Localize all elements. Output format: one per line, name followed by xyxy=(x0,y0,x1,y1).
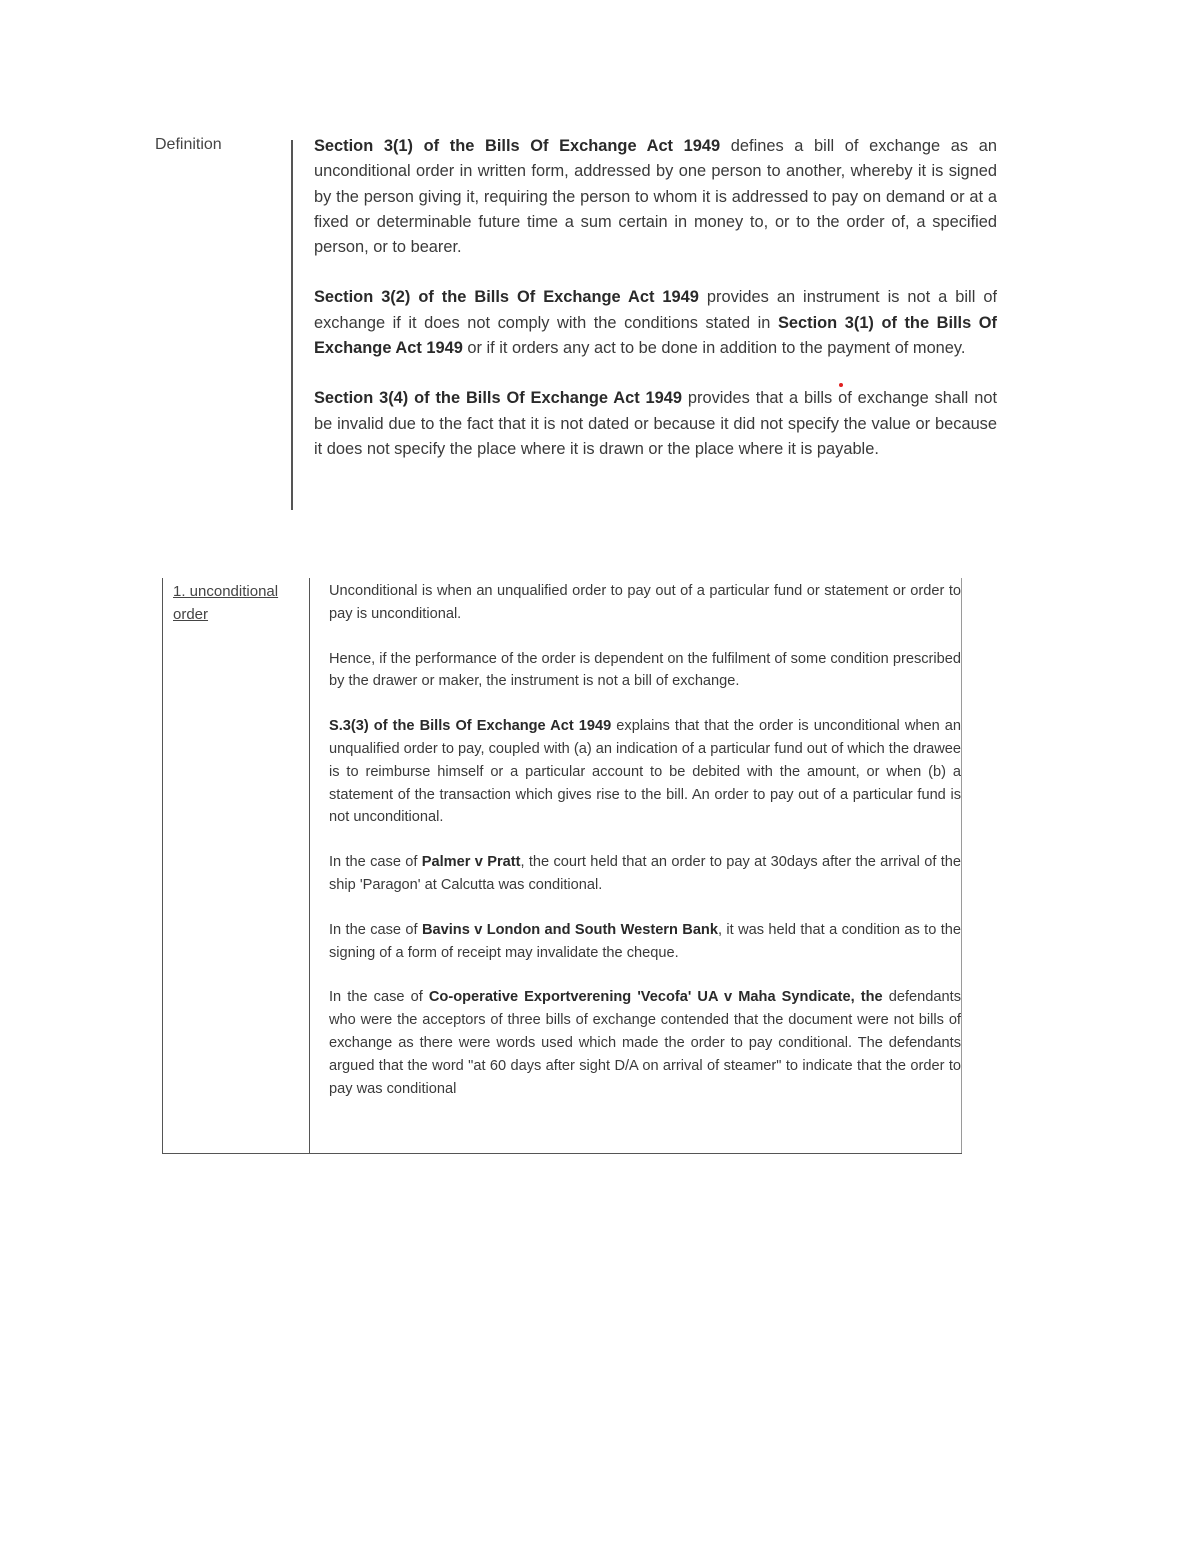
table-row-label xyxy=(173,580,307,626)
bold-citation: Palmer v Pratt xyxy=(421,854,521,871)
definition-body xyxy=(314,134,997,512)
unconditional-order-table xyxy=(162,578,962,1154)
table-right-border xyxy=(961,578,962,1153)
definition-vertical-rule xyxy=(291,140,293,510)
bold-citation: Bavins v London and South Western Bank xyxy=(421,921,718,938)
body-text: In the case of xyxy=(329,854,422,871)
definition-paragraph xyxy=(314,285,997,361)
definition-paragraph xyxy=(314,134,997,260)
red-mark xyxy=(839,383,843,387)
body-text: or if it orders any act to be done in addition to the payment of money. xyxy=(462,339,966,358)
table-paragraph xyxy=(329,580,961,626)
bold-citation: Section 3(1) of the Bills Of Exchange Act 1949 xyxy=(314,313,997,358)
body-text: defendants who were the acceptors of three bills of exchange contended that the document were not bills of exchange as there were words used which made the order to pay conditional. The defendants argued that the word "at 60 days after sight D/A on arrival of steamer" to indicate that the order to pay was conditional xyxy=(329,989,961,1097)
body-text: provides that a bills of exchange shall not be invalid due to the fact that it is not dated or because it did not specify the value or because it does not specify the place where it is drawn or the place where it is payable. xyxy=(314,389,997,458)
row-label-line1: 1. unconditional xyxy=(173,583,279,600)
body-text: In the case of xyxy=(329,921,422,938)
row-label-line2: order xyxy=(173,606,209,623)
table-paragraph xyxy=(329,986,961,1100)
body-text: , it was held that a condition as to the signing of a form of receipt may invalidate the cheque. xyxy=(329,921,961,961)
body-text: In the case of xyxy=(329,989,429,1006)
bold-citation: Co-operative Exportverening 'Vecofa' UA v Maha Syndicate, the xyxy=(428,989,883,1006)
body-text: Unconditional is when an unqualified order to pay out of a particular fund or statement or order to pay is unconditional. xyxy=(329,583,961,622)
table-paragraph xyxy=(329,919,961,965)
body-text: , the court held that an order to pay at 30days after the arrival of the ship 'Paragon' at Calcutta was conditional. xyxy=(329,854,961,893)
definition-section xyxy=(155,130,997,512)
definition-paragraph xyxy=(314,386,997,462)
bold-citation: Section 3(4) of the Bills Of Exchange Act 1949 xyxy=(314,389,683,408)
body-text: provides an instrument is not a bill of exchange if it does not comply with the conditions stated in xyxy=(314,288,997,332)
table-row-body xyxy=(329,580,961,1152)
body-text: defines a bill of exchange as an unconditional order in written form, addressed by one person to another, whereby it is signed by the person giving it, requiring the person to whom it is addressed to pay on demand or at a fixed or determinable future time a sum certain in money to, or to the order of, a specified person, or to bearer. xyxy=(314,137,997,257)
table-paragraph xyxy=(329,715,961,829)
table-paragraph xyxy=(329,851,961,897)
bold-citation: S.3(3) of the Bills Of Exchange Act 1949 xyxy=(329,718,612,735)
body-text: explains that that the order is unconditional when an unqualified order to pay, coupled with (a) an indication of a particular fund out of which the drawee is to reimburse himself or a particular account to be debited with the amount, or when (b) a statement of the transaction which gives rise to the bill. An order to pay out of a particular fund is not unconditional. xyxy=(329,718,961,826)
table-paragraph xyxy=(329,648,961,694)
bold-citation: Section 3(1) of the Bills Of Exchange Act 1949 xyxy=(314,137,721,155)
body-text: Hence, if the performance of the order is dependent on the fulfilment of some condition prescribed by the drawer or maker, the instrument is not a bill of exchange. xyxy=(329,650,961,690)
definition-label: Definition xyxy=(155,136,222,153)
bold-citation: Section 3(2) of the Bills Of Exchange Act 1949 xyxy=(314,288,699,307)
table-column-divider xyxy=(309,578,310,1153)
